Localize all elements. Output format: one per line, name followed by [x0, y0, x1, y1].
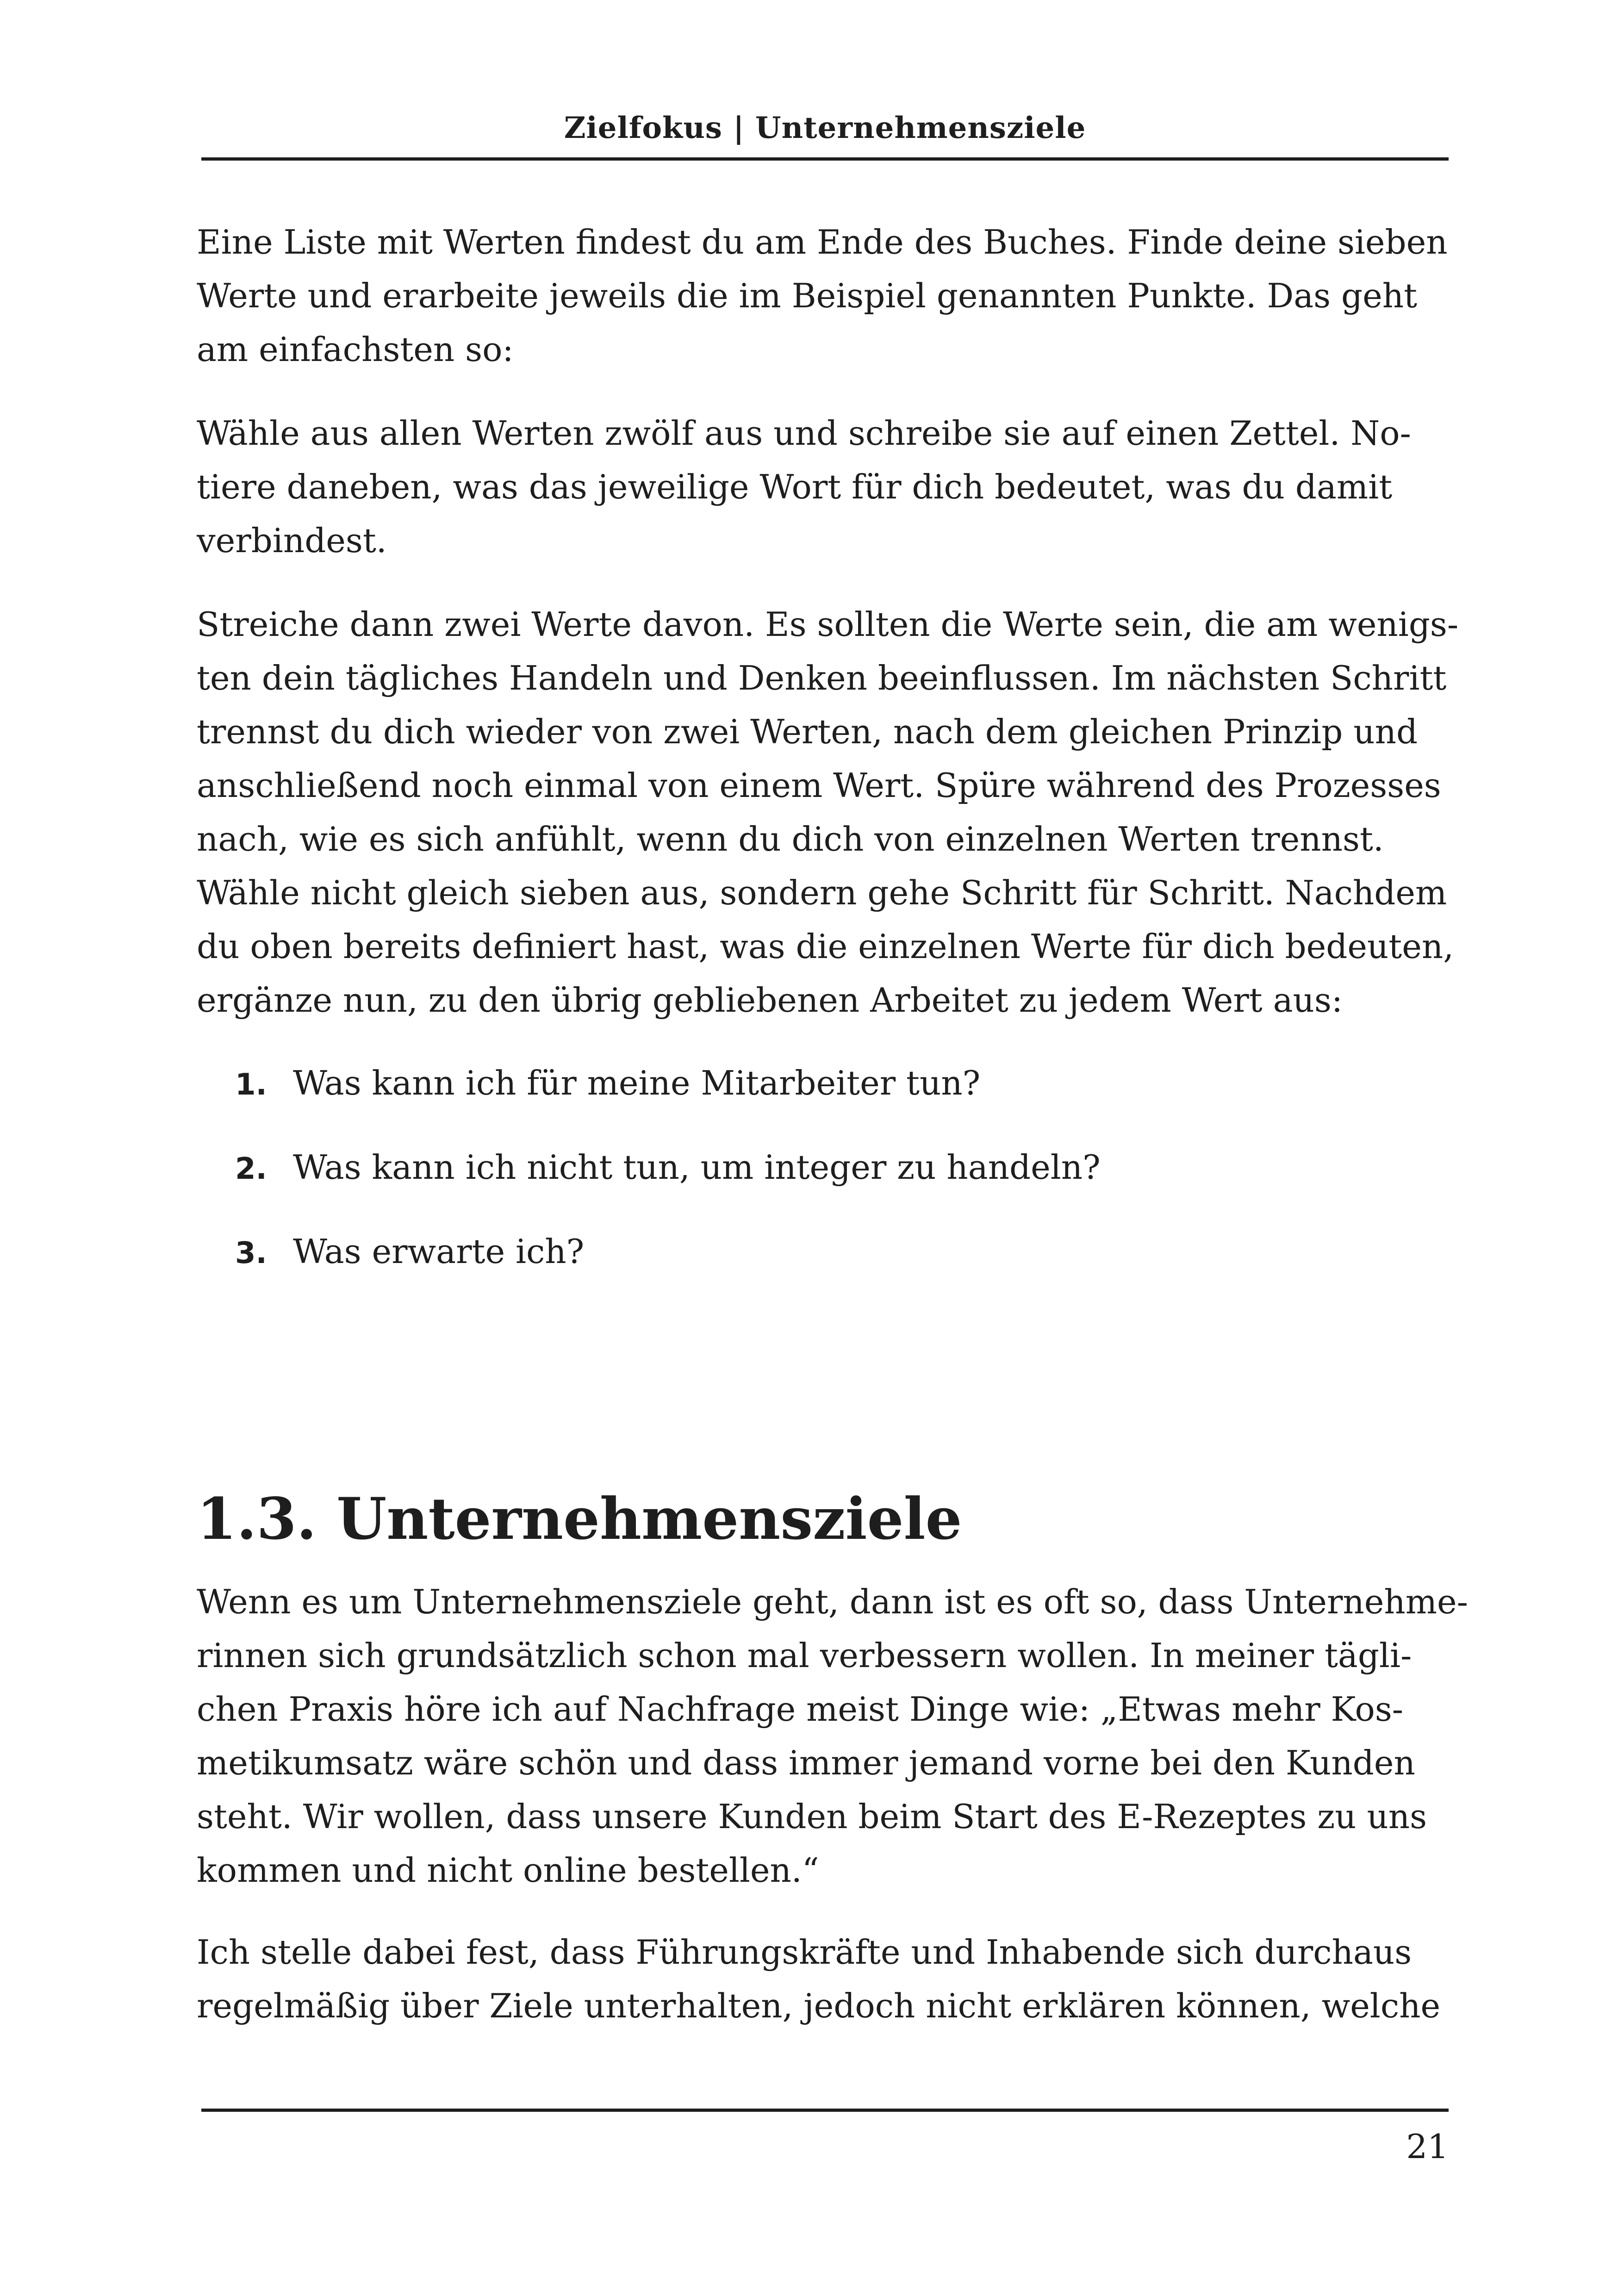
- text-line: du oben bereits definiert hast, was die einzelnen Werte für dich bedeuten,: [197, 927, 1454, 966]
- paragraph-fuehrungskraefte: [197, 1925, 1440, 2033]
- list-number: 3.: [235, 1236, 267, 1270]
- text-line: Werte und erarbeite jeweils die im Beispiel genannten Punkte. Das geht: [197, 276, 1417, 315]
- paragraph-unternehmensziele: [197, 1575, 1468, 1897]
- text-line: ergänze nun, zu den übrig gebliebenen Arbeitet zu jedem Wert aus:: [197, 981, 1343, 1020]
- section-heading: 1.3. Unternehmensziele: [197, 1486, 962, 1553]
- text-line: Wähle aus allen Werten zwölf aus und schreibe sie auf einen Zettel. No-: [197, 414, 1411, 453]
- list-number: 2.: [235, 1152, 267, 1186]
- page-number: 21: [1406, 2127, 1449, 2166]
- text-line: chen Praxis höre ich auf Nachfrage meist Dinge wie: „Etwas mehr Kos-: [197, 1690, 1404, 1729]
- text-line: steht. Wir wollen, dass unsere Kunden beim Start des E-Rezeptes zu uns: [197, 1797, 1427, 1836]
- list-text: Was erwarte ich?: [293, 1232, 585, 1271]
- paragraph-zwoelf-werte: [197, 406, 1411, 567]
- text-line: anschließend noch einmal von einem Wert. Spüre während des Prozesses: [197, 766, 1441, 805]
- header-rule: [201, 157, 1449, 161]
- text-line: Wähle nicht gleich sieben aus, sondern gehe Schritt für Schritt. Nachdem: [197, 873, 1447, 912]
- list-text: Was kann ich für meine Mitarbeiter tun?: [293, 1064, 981, 1102]
- paragraph-werte-streichen: [197, 597, 1458, 1027]
- list-item: [235, 1056, 980, 1112]
- text-line: metikumsatz wäre schön und dass immer jemand vorne bei den Kunden: [197, 1743, 1415, 1782]
- text-line: am einfachsten so:: [197, 330, 514, 369]
- text-line: Streiche dann zwei Werte davon. Es sollten die Werte sein, die am wenigs-: [197, 605, 1459, 644]
- text-line: regelmäßig über Ziele unterhalten, jedoch nicht erklären können, welche: [197, 1986, 1441, 2025]
- text-line: ten dein tägliches Handeln und Denken beeinflussen. Im nächsten Schritt: [197, 659, 1447, 697]
- list-item: [235, 1225, 584, 1280]
- text-line: rinnen sich grundsätzlich schon mal verbessern wollen. In meiner tägli-: [197, 1636, 1412, 1675]
- text-line: tiere daneben, was das jeweilige Wort für dich bedeutet, was du damit: [197, 467, 1393, 506]
- running-header: Zielfokus | Unternehmensziele: [564, 111, 1086, 145]
- list-text: Was kann ich nicht tun, um integer zu handeln?: [293, 1148, 1101, 1187]
- text-line: nach, wie es sich anfühlt, wenn du dich von einzelnen Werten trennst.: [197, 820, 1384, 859]
- text-line: kommen und nicht online bestellen.“: [197, 1851, 819, 1890]
- paragraph-werte-liste: [197, 215, 1448, 376]
- text-line: Eine Liste mit Werten findest du am Ende des Buches. Finde deine sieben: [197, 223, 1448, 261]
- text-line: Wenn es um Unternehmensziele geht, dann ist es oft so, dass Unternehme-: [197, 1582, 1468, 1621]
- list-number: 1.: [235, 1068, 267, 1102]
- footer-rule: [201, 2109, 1449, 2112]
- text-line: trennst du dich wieder von zwei Werten, nach dem gleichen Prinzip und: [197, 712, 1418, 751]
- text-line: Ich stelle dabei fest, dass Führungskräfte und Inhabende sich durchaus: [197, 1933, 1412, 1972]
- text-line: verbindest.: [197, 521, 387, 560]
- list-item: [235, 1140, 1101, 1196]
